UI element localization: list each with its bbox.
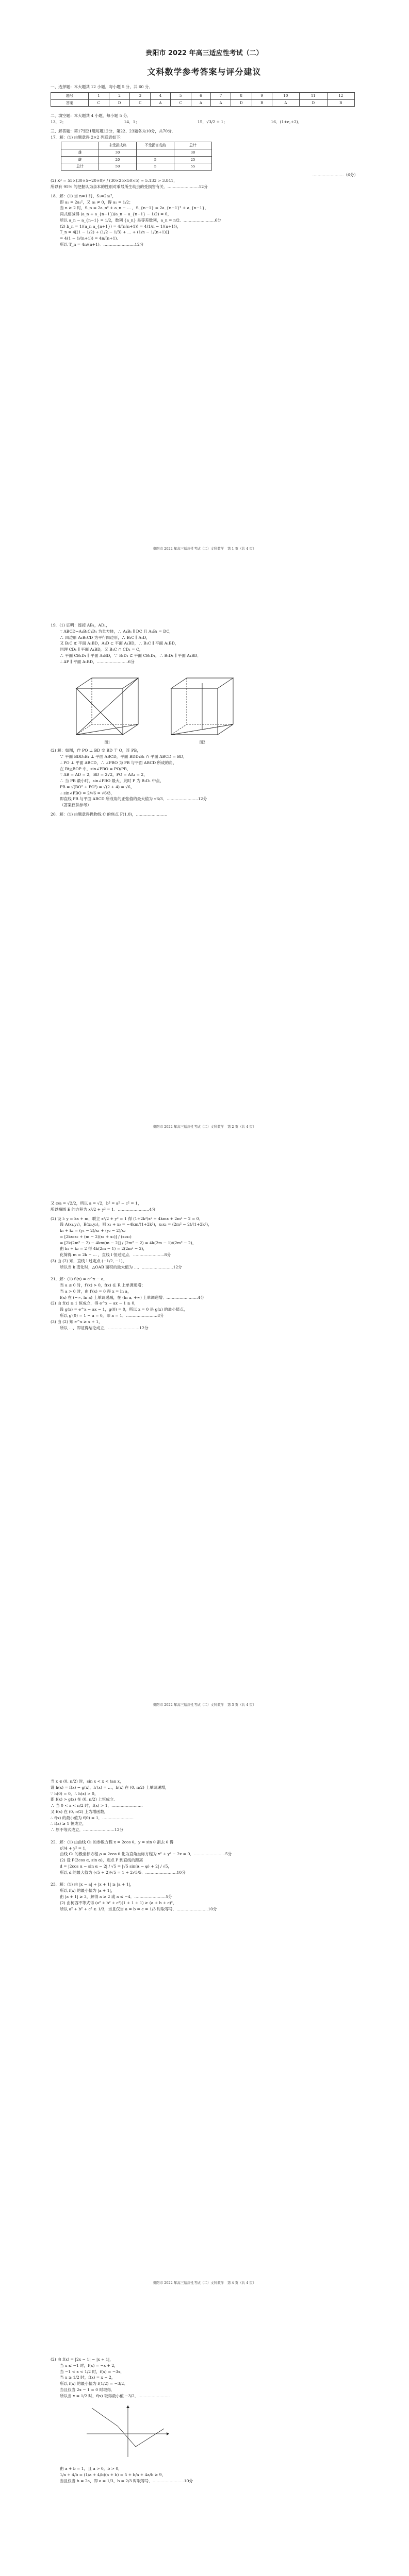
question-number: 10 bbox=[272, 92, 299, 99]
solution-line: 又 c/a = √2/2，所以 a = √2，b² = a² − c² = 1， bbox=[51, 1201, 142, 1206]
answer-cell: D bbox=[300, 99, 327, 107]
answer-cell: A bbox=[272, 99, 299, 107]
solution-line: ∴ PO ⊥ 平面 ABCD，∴ ∠PBO 为 PB 与平面 ABCD 所成的角， bbox=[60, 760, 177, 765]
solution-line: ∴ f(x) ≥ 1 恒成立， bbox=[51, 1821, 87, 1826]
solution-line: 设 h(x) = f(x) − g(x)，h′(x) = …，h(x) 在 (0, π/2) 上单调递增， bbox=[51, 1785, 169, 1790]
page-2 bbox=[0, 578, 409, 1156]
contingency-row bbox=[61, 156, 212, 163]
solution-line: 当 x ∈ (0, π/2) 时，sin x < x < tan x， bbox=[51, 1779, 124, 1784]
solution-line: 1/a + 4/b = (1/a + 4/b)(a + b) = 5 + b/a + 4a/b ≥ 9， bbox=[60, 2472, 166, 2477]
solution-line: d = |2cos α − sin α − 2| / √5 = |√5 sin(α − φ) + 2| / √5， bbox=[60, 1863, 172, 1869]
solution-line: 21．解：(1) f′(x) = e^x − a， bbox=[51, 1277, 107, 1282]
answer-table-number-row bbox=[51, 92, 355, 99]
contingency-table bbox=[61, 142, 212, 170]
solution-line: T_n = 4[(1 − 1/2) + (1/2 − 1/3) + … + (1/n − 1/(n+1))] bbox=[60, 230, 169, 235]
solution-line: 当且仅当 2x − 1 = 0 时取得． bbox=[60, 2387, 115, 2392]
solution-line: （答案仅供参考） bbox=[60, 803, 91, 808]
figures bbox=[51, 665, 358, 748]
page-3-content bbox=[51, 1189, 358, 1331]
contingency-cell: 5 bbox=[137, 156, 174, 163]
solution-line: 曲线 C₂ 的极坐标方程 ρ = 2cos θ 化为直角坐标方程为 x² + y² − 2x = 0．……………………5分 bbox=[60, 1852, 232, 1857]
solution-line: 设 g(x) = e^x − ax − 1，g(0) = 0，所以 x = 0 是 g(x) 的最小值点， bbox=[60, 1307, 188, 1312]
solution-line: 所以 …，即证得结论成立．……………………12分 bbox=[60, 1325, 149, 1330]
solution-line: (2) K² = 55×(30×5−20×0)² / (30×25×50×5) ≈ 5.133 > 3.841， bbox=[51, 178, 177, 183]
contingency-cell: 20 bbox=[99, 156, 137, 163]
answer-table-answer-label: 答案 bbox=[51, 99, 89, 107]
solution-line: 所以 a_n − a_{n−1} = 1/2，数列 {a_n} 是等差数列，a_n = n/2．……………………6分 bbox=[60, 217, 221, 223]
solution-line: 当 n ≥ 2 时，S_n = 2a_n² + a_n − ... ，S_{n−1} = 2a_{n−1}² + a_{n−1}， bbox=[60, 206, 209, 211]
figure-1 bbox=[66, 668, 149, 745]
solution-line: ∴ 平面 CB₁D₁ ∥ 平面 A₁BD，∵ B₁D₁ ⊂ 平面 CB₁D₁，∴ B₁D₁ ∥ 平面 A₁BD． bbox=[60, 653, 202, 658]
page-footer: 贵阳市 2022 年高三适应性考试（二）文科数学 第 3 页（共 4 页） bbox=[153, 1703, 256, 1707]
fill-answer: 15．√3/2 + 1； bbox=[197, 120, 227, 125]
question-number: 8 bbox=[231, 92, 252, 99]
fill-answer: 16．(1+e,+2)． bbox=[271, 120, 302, 125]
page-footer: 贵阳市 2022 年高三适应性考试（二）文科数学 第 4 页（共 4 页） bbox=[153, 2281, 256, 2285]
solution-line: 所以 f(x) 的最小值为 |a + 1|， bbox=[60, 1888, 115, 1893]
answer-cell: A bbox=[151, 99, 171, 107]
figure-1-label: 图1 bbox=[104, 740, 110, 745]
answer-table-answer-row bbox=[51, 99, 355, 107]
solution-line: 18．解：(1) 当 n=1 时，S₁=2a₁²， bbox=[51, 193, 116, 198]
answer-cell: A bbox=[191, 99, 211, 107]
fill-answer: 14．1； bbox=[124, 120, 140, 125]
solution-line: 当 x ≥ 1/2 时，f(x) = x − 2， bbox=[60, 2375, 116, 2380]
page-4-content bbox=[51, 1767, 358, 1912]
solution-line: x²/4 + y² = 1， bbox=[60, 1845, 89, 1851]
contingency-header-row bbox=[61, 142, 212, 149]
solution-line: ∴ f(x) 的最小值为 f(0) = 1．…………………… bbox=[51, 1815, 134, 1820]
solution-line: 所以 a² + b² + c² ≥ 1/3，当且仅当 a = b = c = 1/3 时取等号．……………………10分 bbox=[60, 1906, 217, 1911]
solution-line: f(x) 在 (−∞, ln a) 上单调递减，在 (ln a, +∞) 上单调递增．……………………4分 bbox=[60, 1295, 204, 1300]
answer-key-title: 文科数学参考答案与评分建议 bbox=[147, 67, 261, 77]
solution-line: = [2kx₁x₂ + (m − 2)(x₁ + x₂)] / (x₁x₂) bbox=[60, 1234, 132, 1239]
contingency-cell bbox=[137, 149, 174, 156]
fill-answer: 13．2； bbox=[51, 120, 66, 125]
page-footer: 贵阳市 2022 年高三适应性考试（二）文科数学 第 2 页（共 4 页） bbox=[153, 1125, 256, 1129]
page-5-content bbox=[51, 2345, 358, 2484]
solution-line: (3) 由 (2) 知，直线 l 过定点 (−1/2, −1)， bbox=[51, 1258, 127, 1263]
solution-line: 化简得 m = 2k − ... ，直线 l 恒过定点．……………………8分 bbox=[60, 1252, 171, 1258]
solution-line: 所以当 k 变化时，△OAB 面积的最大值为 …．……………………12分 bbox=[60, 1264, 182, 1269]
question-number: 3 bbox=[130, 92, 151, 99]
solution-line: 由 a + b = 1，且 a > 0，b > 0， bbox=[60, 2466, 122, 2471]
solution-line: 又 f(x) 在 (0, π/2) 上为增函数， bbox=[51, 1809, 108, 1814]
solution-line: 同理 CD₁ ∥ 平面 A₁BD，又 B₁C ∩ CD₁ = C， bbox=[60, 647, 143, 652]
contingency-cell: 55 bbox=[174, 163, 212, 171]
figure-2 bbox=[161, 668, 243, 745]
solution-line: (2) 设 l: y = kx + m，联立 x²/2 + y² = 1 得 (1+2k²)x² + 4kmx + 2m² − 2 = 0． bbox=[51, 1216, 203, 1221]
contingency-header-cell: 不受损害成熟 bbox=[137, 142, 174, 149]
solution-line: 设 A(x₁,y₁)，B(x₂,y₂)，则 x₁ + x₂ = −4km/(1+2k²)，x₁x₂ = (2m² − 2)/(1+2k²)， bbox=[60, 1222, 212, 1227]
solution-line: ∵ 平面 BDD₁B₁ ⊥ 平面 ABCD，平面 BDD₁B₁ ∩ 平面 ABCD = BD， bbox=[60, 754, 187, 759]
contingency-header-cell bbox=[61, 142, 99, 149]
q17-intro: 17．解：(1) 由题意得 2×2 列联表如下： bbox=[51, 134, 124, 140]
box-diagram-2 bbox=[161, 668, 243, 740]
solution-line: ∴ AP ∥ 平面 A₁BD，……………………6分 bbox=[60, 659, 135, 664]
question-number: 5 bbox=[170, 92, 191, 99]
solution-line: ∵ AB = AD = 2，BD = 2√2，PO = AA₁ = 2， bbox=[60, 772, 148, 777]
solution-line: 所以 d 的最大值为 (√5 + 2)/√5 = 1 + 2√5/5．……………………10分 bbox=[60, 1870, 186, 1875]
page-3 bbox=[0, 1156, 409, 1734]
contingency-cell: 50 bbox=[99, 163, 137, 171]
solution-line: ∴ 原不等式成立．……………………12分 bbox=[51, 1827, 124, 1833]
solution-line: (3) 由 (2) 知 e^x ≥ x + 1， bbox=[51, 1319, 103, 1324]
figure-2-label: 图2 bbox=[199, 740, 206, 745]
box-diagram-1 bbox=[66, 668, 149, 740]
question-number: 9 bbox=[252, 92, 272, 99]
solution-line: 当 a ≤ 0 时，f′(x) > 0，f(x) 在 R 上单调递增； bbox=[60, 1283, 145, 1288]
solution-line: 19．(1) 证明：连接 AB₁，AD₁， bbox=[51, 623, 110, 628]
contingency-cell: 30 bbox=[174, 149, 212, 156]
fill-answers bbox=[51, 119, 358, 125]
q17-score-mark: ……………………（6分） bbox=[312, 172, 358, 177]
answer-table bbox=[51, 92, 355, 107]
solution-line: ∴ 当 0 < x < π/2 时，f(x) > 1，…………………… bbox=[51, 1803, 143, 1808]
solution-line: 由 k₁ + k₂ = 2 得 4k(2m − 1) = 2(2m² − 2)， bbox=[60, 1246, 147, 1251]
question-number: 12 bbox=[327, 92, 354, 99]
contingency-cell: 25 bbox=[174, 156, 212, 163]
solution-line: 20．解：(1) 由题意得抛物线 C 的焦点 F(1,0)，…………………… bbox=[51, 811, 168, 817]
question-number: 6 bbox=[191, 92, 211, 99]
solution-line: ∵ ABCD−A₁B₁C₁D₁ 为长方体，∴ A₁B₁ ∥ DC 且 A₁B₁ = DC， bbox=[60, 629, 173, 634]
solution-line: (2) 由 f(x) = |2x − 1| − |x + 1|， bbox=[51, 2357, 113, 2362]
contingency-row bbox=[61, 163, 212, 171]
page-1-content bbox=[51, 33, 358, 248]
contingency-cell: 30 bbox=[99, 149, 137, 156]
solution-line: (2) 解：如图，作 PO ⊥ BD 交 BD 于 O，连 PB， bbox=[51, 748, 141, 753]
solution-line: ∴ 当 PB 最小时，sin∠PBO 最大，此时 P 为 B₁D₁ 中点， bbox=[60, 778, 164, 784]
page-footer: 贵阳市 2022 年高三适应性考试（二）文科数学 第 1 页（共 4 页） bbox=[153, 547, 256, 551]
solution-line: 所以 T_n = 4n/(n+1)．……………………12分 bbox=[60, 242, 144, 247]
answer-cell: D bbox=[109, 99, 130, 107]
page-2-content bbox=[51, 611, 358, 818]
solution-line: 在 Rt△BOP 中，sin∠PBO = PO/PB， bbox=[60, 766, 131, 771]
solution-line: (2) 由 f(x) ≥ 1 恒成立，得 e^x − ax − 1 ≥ 0， bbox=[51, 1301, 138, 1306]
page-5 bbox=[0, 2312, 409, 2576]
solution-line: 所以椭圆 E 的方程为 x²/2 + y² = 1．……………………4分 bbox=[51, 1207, 156, 1212]
page-4 bbox=[0, 1734, 409, 2312]
solution-line: 由 |a + 1| ≥ 3，解得 a ≥ 2 或 a ≤ −4．……………………5分 bbox=[60, 1894, 172, 1900]
question-number: 11 bbox=[300, 92, 327, 99]
solution-line: 所以有 95% 的把握认为亲本的性别对乘号所生幼虫的受损害有关．……………………12分 bbox=[51, 184, 208, 190]
solution-line: 两式相减得 (a_n + a_{n−1})(a_n − a_{n−1} − 1/2) = 0， bbox=[60, 212, 172, 217]
solution-line: (2) 设 P(2cos α, sin α)，则点 P 到直线的距离 bbox=[60, 1858, 143, 1863]
solution-line: 当 −1 < x < 1/2 时，f(x) = −3x， bbox=[60, 2369, 124, 2374]
answer-cell: B bbox=[327, 99, 354, 107]
question-number: 7 bbox=[211, 92, 231, 99]
solution-line: = [2k(2m² − 2) − 4km(m − 2)] / (2m² − 2) = 4k(2m − 1)/(2m² − 2)， bbox=[60, 1240, 197, 1245]
answer-table-header-label: 题号 bbox=[51, 92, 89, 99]
solution-line: 所以 f(x) 的最小值为 f(1/2) = −3/2． bbox=[60, 2381, 128, 2386]
solution-line: ∴ sin∠PBO = 2/√6 = √6/3， bbox=[60, 790, 114, 795]
solution-line: 当 x ≤ −1 时，f(x) = −x + 2， bbox=[60, 2363, 118, 2368]
question-number: 2 bbox=[109, 92, 130, 99]
solution-line: ∴ 四边形 A₁B₁CD 为平行四边形，∴ B₁C ∥ A₁D， bbox=[60, 635, 150, 640]
contingency-header-cell: 总计 bbox=[174, 142, 212, 149]
solution-line: 即 a₁ = 2a₁²，又 a₁ ≠ 0，得 a₁ = 1/2； bbox=[60, 199, 133, 205]
solution-line: 即直线 PB 与平面 ABCD 所成角的正弦值的最大值为 √6/3．……………………12分 bbox=[60, 796, 207, 802]
solution-line: 所以 g′(0) = 1 − a = 0，即 a = 1．……………………8分 bbox=[60, 1313, 164, 1318]
answer-cell: C bbox=[170, 99, 191, 107]
contingency-cell: 5 bbox=[137, 163, 174, 171]
solution-line: 当且仅当 b = 2a，即 a = 1/3，b = 2/3 时取等号．……………………10分 bbox=[60, 2478, 193, 2483]
answer-cell: D bbox=[231, 99, 252, 107]
solution-line: 又 B₁C ⊄ 平面 A₁BD，A₁D ⊂ 平面 A₁BD，∴ B₁C ∥ 平面 A₁BD， bbox=[60, 641, 179, 646]
solution-line: PB = √(BO² + PO²) = √(2 + 4) = √6， bbox=[60, 784, 135, 789]
solution-line: 22．解：(1) 由曲线 C₁ 的参数方程 x = 2cos θ，y = sin θ 消去 θ 得 bbox=[51, 1839, 174, 1844]
answer-cell: C bbox=[88, 99, 109, 107]
contingency-header-cell: 未受损成熟 bbox=[99, 142, 137, 149]
solution-line: (2) 由柯西不等式得 (a² + b² + c²)(1 + 1 + 1) ≥ (a + b + c)²， bbox=[60, 1900, 177, 1905]
contingency-cell: 总计 bbox=[61, 163, 99, 171]
solution-line: ∵ h(0) = 0，∴ h(x) > 0， bbox=[51, 1791, 99, 1796]
section-1-heading: 一、选择题：本大题共 12 小题，每小题 5 分，共 60 分． bbox=[51, 84, 153, 89]
solution-line: = 4(1 − 1/(n+1)) = 4n/(n+1)． bbox=[60, 236, 121, 241]
solution-line: k₁ + k₂ = (y₁ − 2)/x₁ + (y₂ − 2)/x₂ bbox=[60, 1228, 126, 1233]
solution-line: 23．解：(1) 由 |x − a| + |x + 1| ≥ |a + 1|， bbox=[51, 1882, 134, 1887]
piecewise-graph bbox=[81, 2403, 358, 2462]
answer-cell: B bbox=[252, 99, 272, 107]
piecewise-graph-figure bbox=[81, 2403, 174, 2460]
question-number: 4 bbox=[151, 92, 171, 99]
contingency-cell: 雌 bbox=[61, 156, 99, 163]
solution-line: 即 f(x) > g(x) 在 (0, π/2) 上恒成立． bbox=[51, 1797, 118, 1802]
section-3-heading: 三、解答题：第17至21题每题12分，第22、23题各为10分，共70分． bbox=[51, 128, 176, 133]
section-2-heading: 二、填空题：本大题共 4 小题，每小题 5 分． bbox=[51, 113, 132, 118]
solution-line: 所以当 x = 1/2 时，f(x) 取得最小值 −3/2．…………………… bbox=[60, 2393, 170, 2398]
page-1 bbox=[0, 0, 409, 578]
answer-cell: A bbox=[211, 99, 231, 107]
contingency-cell: 雄 bbox=[61, 149, 99, 156]
question-number: 1 bbox=[88, 92, 109, 99]
exam-title: 贵阳市 2022 年高三适应性考试（二） bbox=[145, 49, 263, 57]
solution-line: 当 a > 0 时，由 f′(x) = 0 得 x = ln a， bbox=[60, 1289, 132, 1294]
contingency-row bbox=[61, 149, 212, 156]
solution-line: (2) b_n = 1/(a_n a_{n+1}) = 4/(n(n+1)) = 4(1/n − 1/(n+1))， bbox=[60, 224, 181, 229]
answer-cell: C bbox=[130, 99, 151, 107]
